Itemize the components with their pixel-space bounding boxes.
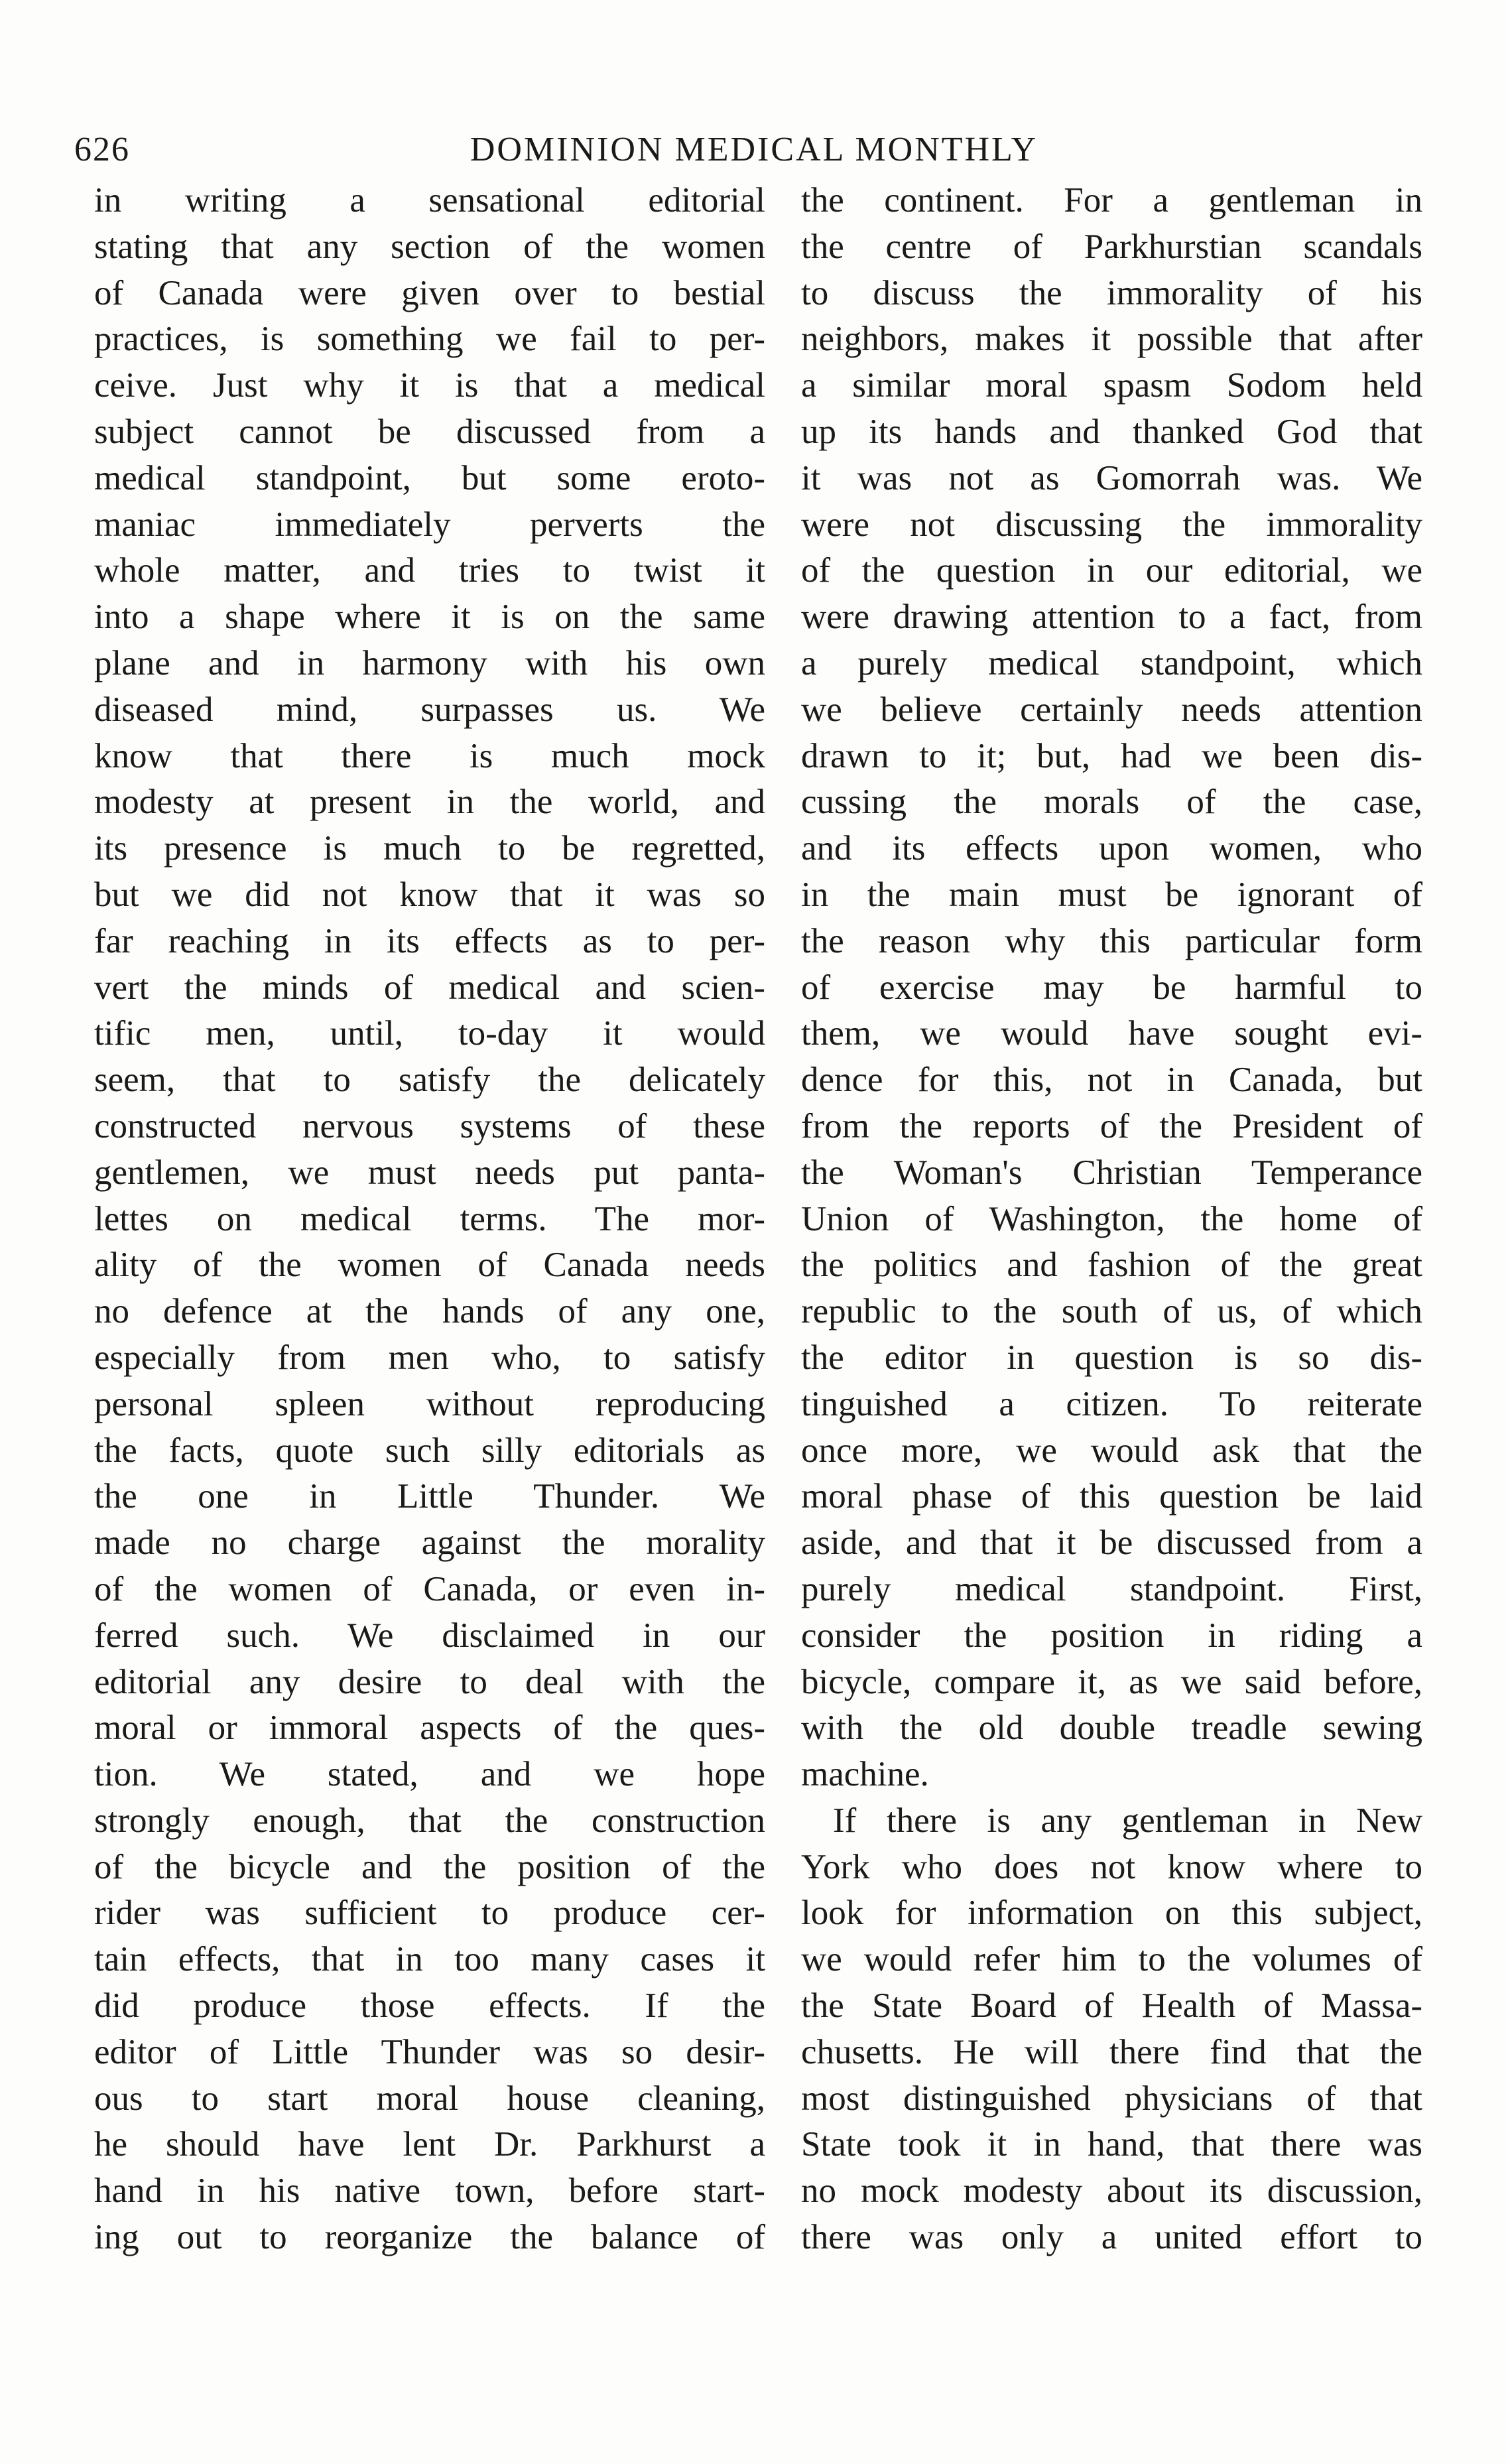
- text-line: tain effects, that in too many cases it: [94, 1940, 765, 1979]
- text-line: republic to the south of us, of which: [801, 1292, 1422, 1331]
- text-line: tion. We stated, and we hope: [94, 1755, 765, 1794]
- text-line: into a shape where it is on the same: [94, 598, 765, 637]
- text-line: and its effects upon women, who: [801, 829, 1422, 868]
- text-line: a purely medical standpoint, which: [801, 643, 1422, 682]
- text-line: were drawing attention to a fact, from: [801, 598, 1422, 637]
- text-line: the reason why this particular form: [801, 921, 1422, 960]
- text-line: lettes on medical terms. The mor-: [94, 1199, 765, 1238]
- running-title: DOMINION MEDICAL MONTHLY: [470, 131, 1038, 168]
- text-line: in writing a sensational editorial: [94, 181, 765, 220]
- text-line: were not discussing the immorality: [801, 505, 1422, 544]
- text-line: we would refer him to the volumes of: [801, 1940, 1422, 1979]
- text-line: to discuss the immorality of his: [801, 273, 1422, 312]
- text-line: bicycle, compare it, as we said before,: [801, 1662, 1422, 1701]
- text-line: State took it in hand, that there was: [801, 2125, 1422, 2164]
- text-line: diseased mind, surpasses us. We: [94, 690, 765, 729]
- text-line: purely medical standpoint. First,: [801, 1569, 1422, 1608]
- text-line: the Woman's Christian Temperance: [801, 1153, 1422, 1192]
- text-line: If there is any gentleman in New: [833, 1801, 1422, 1840]
- text-line: hand in his native town, before start-: [94, 2172, 765, 2211]
- text-line: from the reports of the President of: [801, 1106, 1422, 1145]
- text-line: the facts, quote such silly editorials as: [94, 1431, 765, 1470]
- text-line: up its hands and thanked God that: [801, 412, 1422, 451]
- text-line: drawn to it; but, had we been dis-: [801, 736, 1422, 775]
- text-line: know that there is much mock: [94, 736, 765, 775]
- text-line: gentlemen, we must needs put panta-: [94, 1153, 765, 1192]
- text-line: ing out to reorganize the balance of: [94, 2218, 765, 2257]
- text-line: the continent. For a gentleman in: [801, 181, 1422, 220]
- text-line: did produce those effects. If the: [94, 1986, 765, 2026]
- text-line: York who does not know where to: [801, 1847, 1422, 1886]
- text-line: ferred such. We disclaimed in our: [94, 1616, 765, 1655]
- text-line: of the bicycle and the position of the: [94, 1847, 765, 1886]
- text-line: rider was sufficient to produce cer-: [94, 1894, 765, 1933]
- text-line: the State Board of Health of Massa-: [801, 1986, 1422, 2026]
- text-line: maniac immediately perverts the: [94, 505, 765, 544]
- text-line: the politics and fashion of the great: [801, 1246, 1422, 1285]
- text-line: he should have lent Dr. Parkhurst a: [94, 2125, 765, 2164]
- text-line: its presence is much to be regretted,: [94, 829, 765, 868]
- text-line: editor of Little Thunder was so desir-: [94, 2032, 765, 2071]
- text-line: cussing the morals of the case,: [801, 783, 1422, 822]
- text-line: modesty at present in the world, and: [94, 783, 765, 822]
- text-line: in the main must be ignorant of: [801, 875, 1422, 914]
- text-line: ceive. Just why it is that a medical: [94, 366, 765, 405]
- text-line: a similar moral spasm Sodom held: [801, 366, 1422, 405]
- text-line: neighbors, makes it possible that after: [801, 320, 1422, 359]
- text-line: ous to start moral house cleaning,: [94, 2079, 765, 2118]
- right-column: [801, 178, 1422, 2261]
- text-line: aside, and that it be discussed from a: [801, 1524, 1422, 1563]
- text-line: the centre of Parkhurstian scandals: [801, 227, 1422, 266]
- text-line: but we did not know that it was so: [94, 875, 765, 914]
- text-line: tific men, until, to-day it would: [94, 1014, 765, 1053]
- text-line: moral phase of this question be laid: [801, 1477, 1422, 1516]
- text-line: whole matter, and tries to twist it: [94, 551, 765, 590]
- text-line: dence for this, not in Canada, but: [801, 1061, 1422, 1100]
- text-line: editorial any desire to deal with the: [94, 1662, 765, 1701]
- text-line: it was not as Gomorrah was. We: [801, 458, 1422, 497]
- text-line: of the women of Canada, or even in-: [94, 1569, 765, 1608]
- text-line: especially from men who, to satisfy: [94, 1338, 765, 1377]
- text-line: strongly enough, that the construction: [94, 1801, 765, 1840]
- page-number: 626: [74, 131, 130, 168]
- text-line: medical standpoint, but some eroto-: [94, 458, 765, 497]
- text-line: we believe certainly needs attention: [801, 690, 1422, 729]
- text-line: chusetts. He will there find that the: [801, 2032, 1422, 2071]
- text-line: subject cannot be discussed from a: [94, 412, 765, 451]
- text-line: no mock modesty about its discussion,: [801, 2172, 1422, 2211]
- text-line: once more, we would ask that the: [801, 1431, 1422, 1470]
- text-line: of exercise may be harmful to: [801, 968, 1422, 1007]
- text-line: of Canada were given over to bestial: [94, 273, 765, 312]
- text-line: most distinguished physicians of that: [801, 2079, 1422, 2118]
- left-column: [94, 178, 765, 2261]
- text-line: there was only a united effort to: [801, 2218, 1422, 2257]
- text-line: no defence at the hands of any one,: [94, 1292, 765, 1331]
- text-line: the editor in question is so dis-: [801, 1338, 1422, 1377]
- text-line: seem, that to satisfy the delicately: [94, 1061, 765, 1100]
- text-line: Union of Washington, the home of: [801, 1199, 1422, 1238]
- text-line: practices, is something we fail to per-: [94, 320, 765, 359]
- text-line: tinguished a citizen. To reiterate: [801, 1384, 1422, 1423]
- text-line: stating that any section of the women: [94, 227, 765, 266]
- text-line: personal spleen without reproducing: [94, 1384, 765, 1423]
- text-line: made no charge against the morality: [94, 1524, 765, 1563]
- text-line: ality of the women of Canada needs: [94, 1246, 765, 1285]
- text-line: with the old double treadle sewing: [801, 1709, 1422, 1748]
- text-line: of the question in our editorial, we: [801, 551, 1422, 590]
- text-line: constructed nervous systems of these: [94, 1106, 765, 1145]
- text-line: the one in Little Thunder. We: [94, 1477, 765, 1516]
- text-line: vert the minds of medical and scien-: [94, 968, 765, 1007]
- text-line: far reaching in its effects as to per-: [94, 921, 765, 960]
- text-line: plane and in harmony with his own: [94, 643, 765, 682]
- text-line: them, we would have sought evi-: [801, 1014, 1422, 1053]
- text-line: machine.: [801, 1755, 929, 1794]
- text-line: moral or immoral aspects of the ques-: [94, 1709, 765, 1748]
- text-line: look for information on this subject,: [801, 1894, 1422, 1933]
- text-line: consider the position in riding a: [801, 1616, 1422, 1655]
